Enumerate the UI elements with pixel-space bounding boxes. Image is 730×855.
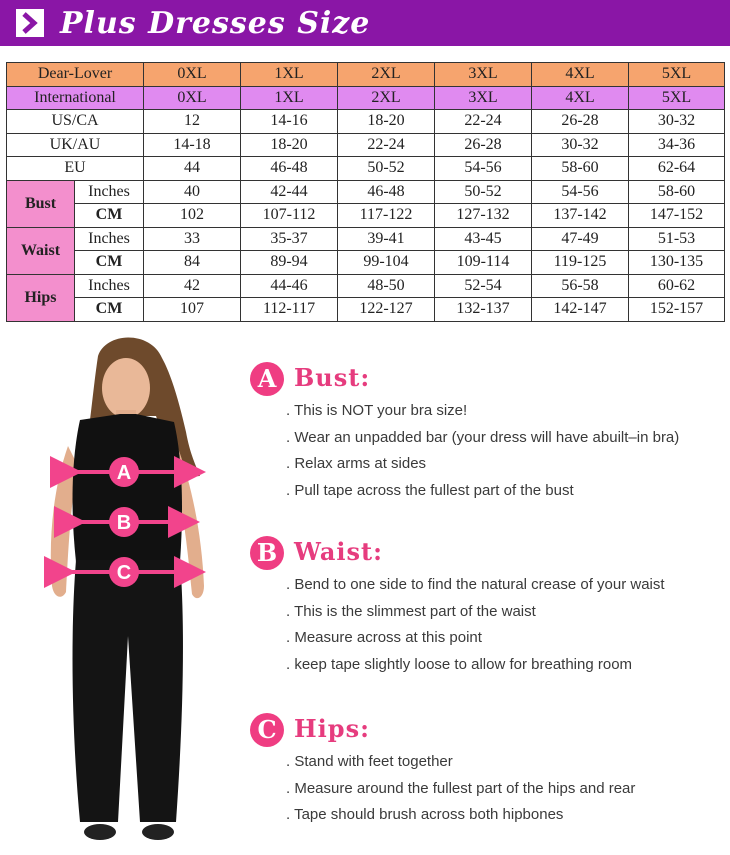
table-cell: 44 bbox=[144, 157, 241, 181]
table-cell: 47-49 bbox=[532, 227, 629, 251]
table-row-dear-lover bbox=[7, 63, 725, 87]
table-cell: 54-56 bbox=[532, 180, 629, 204]
table-cell: 34-36 bbox=[629, 133, 725, 157]
right-shoe-shape bbox=[142, 824, 174, 840]
table-cell: 12 bbox=[144, 110, 241, 134]
table-cell: 89-94 bbox=[241, 251, 338, 275]
table-cell: 56-58 bbox=[532, 274, 629, 298]
table-cell: Dear-Lover bbox=[7, 63, 144, 87]
table-cell: International bbox=[7, 86, 144, 110]
table-cell: 46-48 bbox=[338, 180, 435, 204]
table-row-hips-cm bbox=[7, 298, 725, 322]
table-cell: 2XL bbox=[338, 86, 435, 110]
badge-b: B bbox=[250, 536, 284, 570]
hips-instructions bbox=[286, 749, 635, 829]
table-cell: 117-122 bbox=[338, 204, 435, 228]
table-row-bust-inches bbox=[7, 180, 725, 204]
black-top-shape bbox=[73, 414, 182, 562]
table-row-eu bbox=[7, 157, 725, 181]
list-item: . Pull tape across the fullest part of the bust bbox=[286, 481, 574, 499]
table-cell: 50-52 bbox=[338, 157, 435, 181]
table-cell: 22-24 bbox=[338, 133, 435, 157]
face-shape bbox=[102, 358, 150, 418]
badge-c: C bbox=[250, 713, 284, 747]
table-cell: 112-117 bbox=[241, 298, 338, 322]
table-cell: 46-48 bbox=[241, 157, 338, 181]
table-cell: 2XL bbox=[338, 63, 435, 87]
table-cell: Inches bbox=[75, 274, 144, 298]
hips-label: Hips bbox=[7, 274, 75, 321]
table-cell: Inches bbox=[75, 180, 144, 204]
table-cell: 3XL bbox=[435, 63, 532, 87]
table-cell: 54-56 bbox=[435, 157, 532, 181]
table-cell: 44-46 bbox=[241, 274, 338, 298]
bust-label: Bust bbox=[7, 180, 75, 227]
table-cell: 40 bbox=[144, 180, 241, 204]
table-cell: 122-127 bbox=[338, 298, 435, 322]
table-cell: 1XL bbox=[241, 63, 338, 87]
table-cell: 14-16 bbox=[241, 110, 338, 134]
table-cell: 26-28 bbox=[532, 110, 629, 134]
list-item: . keep tape slightly loose to allow for breathing room bbox=[286, 655, 633, 673]
table-cell: 39-41 bbox=[338, 227, 435, 251]
table-cell: 127-132 bbox=[435, 204, 532, 228]
table-cell: CM bbox=[75, 204, 144, 228]
table-cell: 1XL bbox=[241, 86, 338, 110]
table-cell: 62-64 bbox=[629, 157, 725, 181]
list-item: . Tape should brush across both hipbones bbox=[286, 806, 564, 823]
table-cell: US/CA bbox=[7, 110, 144, 134]
bust-instructions bbox=[286, 398, 679, 504]
table-cell: 119-125 bbox=[532, 251, 629, 275]
table-cell: 5XL bbox=[629, 63, 725, 87]
table-row-uk-au bbox=[7, 133, 725, 157]
chevron-right-icon bbox=[16, 9, 44, 37]
left-shoe-shape bbox=[84, 824, 116, 840]
hips-title: Hips: bbox=[294, 714, 370, 743]
list-item: . This is NOT your bra size! bbox=[286, 402, 468, 419]
list-item: . Relax arms at sides bbox=[286, 455, 427, 472]
table-cell: 58-60 bbox=[629, 180, 725, 204]
table-cell: 137-142 bbox=[532, 204, 629, 228]
list-item: . Bend to one side to find the natural crease of your waist bbox=[286, 576, 665, 593]
table-cell: CM bbox=[75, 298, 144, 322]
table-cell: 26-28 bbox=[435, 133, 532, 157]
table-cell: EU bbox=[7, 157, 144, 181]
table-cell: 84 bbox=[144, 251, 241, 275]
list-item: . Wear an unpadded bar (your dress will have abuilt–in bra) bbox=[286, 428, 680, 446]
table-cell: 42-44 bbox=[241, 180, 338, 204]
table-cell: 147-152 bbox=[629, 204, 725, 228]
marker-c: C bbox=[116, 562, 132, 584]
table-row-hips-inches bbox=[7, 274, 725, 298]
table-row-us-ca bbox=[7, 110, 725, 134]
table-cell: 58-60 bbox=[532, 157, 629, 181]
waist-instructions bbox=[286, 572, 665, 678]
table-cell: 30-32 bbox=[532, 133, 629, 157]
size-chart-table bbox=[6, 62, 725, 322]
table-cell: CM bbox=[75, 251, 144, 275]
table-cell: 142-147 bbox=[532, 298, 629, 322]
table-cell: 4XL bbox=[532, 86, 629, 110]
table-cell: 43-45 bbox=[435, 227, 532, 251]
table-cell: 30-32 bbox=[629, 110, 725, 134]
marker-b: B bbox=[116, 512, 132, 534]
table-cell: 33 bbox=[144, 227, 241, 251]
table-cell: 0XL bbox=[144, 86, 241, 110]
table-cell: 50-52 bbox=[435, 180, 532, 204]
badge-a: A bbox=[250, 362, 284, 396]
table-cell: 102 bbox=[144, 204, 241, 228]
table-cell: 0XL bbox=[144, 63, 241, 87]
table-cell: 42 bbox=[144, 274, 241, 298]
marker-a: A bbox=[116, 462, 132, 484]
table-cell: 132-137 bbox=[435, 298, 532, 322]
table-cell: 18-20 bbox=[338, 110, 435, 134]
table-cell: 52-54 bbox=[435, 274, 532, 298]
table-cell: 152-157 bbox=[629, 298, 725, 322]
list-item: . This is the slimmest part of the waist bbox=[286, 602, 536, 620]
table-cell: 60-62 bbox=[629, 274, 725, 298]
table-cell: 107 bbox=[144, 298, 241, 322]
waist-title: Waist: bbox=[294, 537, 383, 566]
table-cell: 22-24 bbox=[435, 110, 532, 134]
table-cell: 48-50 bbox=[338, 274, 435, 298]
model-figure bbox=[40, 336, 210, 850]
table-cell: 35-37 bbox=[241, 227, 338, 251]
table-cell: 107-112 bbox=[241, 204, 338, 228]
page-header bbox=[0, 0, 730, 46]
table-cell: 51-53 bbox=[629, 227, 725, 251]
table-cell: 109-114 bbox=[435, 251, 532, 275]
black-pants-shape bbox=[73, 560, 183, 822]
list-item: . Measure around the fullest part of the hips and rear bbox=[286, 779, 636, 797]
table-cell: 130-135 bbox=[629, 251, 725, 275]
waist-label: Waist bbox=[7, 227, 75, 274]
table-cell: 14-18 bbox=[144, 133, 241, 157]
table-row-international bbox=[7, 86, 725, 110]
table-cell: Inches bbox=[75, 227, 144, 251]
table-row-waist-inches bbox=[7, 227, 725, 251]
table-cell: 4XL bbox=[532, 63, 629, 87]
table-cell: 18-20 bbox=[241, 133, 338, 157]
table-row-bust-cm bbox=[7, 204, 725, 228]
table-row-waist-cm bbox=[7, 251, 725, 275]
table-cell: 99-104 bbox=[338, 251, 435, 275]
bust-title: Bust: bbox=[294, 363, 371, 392]
page-title: Plus Dresses Size bbox=[60, 6, 371, 41]
list-item: . Stand with feet together bbox=[286, 753, 453, 770]
table-cell: 5XL bbox=[629, 86, 725, 110]
table-cell: UK/AU bbox=[7, 133, 144, 157]
list-item: . Measure across at this point bbox=[286, 629, 482, 646]
table-cell: 3XL bbox=[435, 86, 532, 110]
